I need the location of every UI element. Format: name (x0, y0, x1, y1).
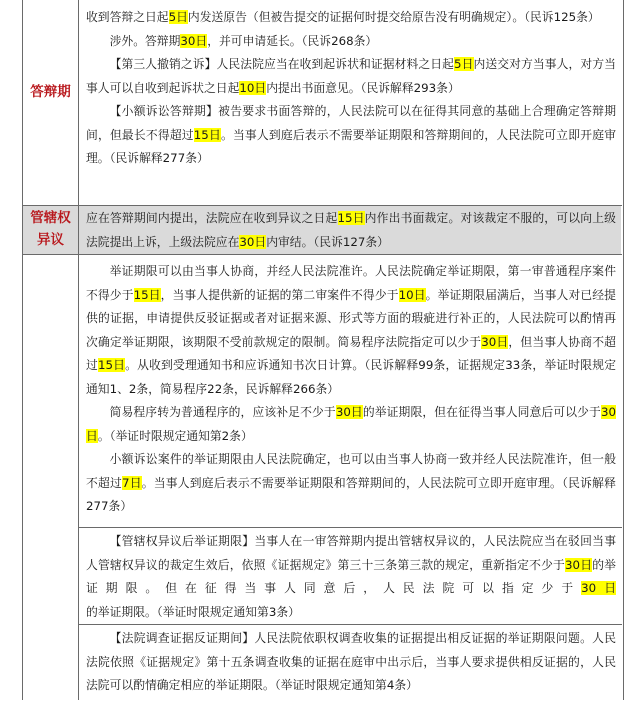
paragraph-text: 。（举证时限规定通知第2条） (97, 428, 253, 443)
paragraph-text: 内送交对方当事人，对方当事人可以自收到起诉状之日起 (86, 57, 616, 95)
highlighted-period: 7日 (122, 475, 142, 490)
row-label-jurisdiction-objection-2: 异议 (37, 232, 64, 248)
paragraph (86, 53, 616, 100)
paragraph (86, 448, 616, 519)
paragraph-text: 【第三人撤销之诉】人民法院应当在收到起诉状和证据材料之日起 (109, 57, 455, 71)
paragraph-text: 内作出书面裁定。对该裁定不服的，可以向上级法院提出上诉，上级法院应在 (86, 211, 616, 249)
row-divider (22, 205, 622, 206)
paragraph-text: 【小额诉讼答辩期】被告要求书面答辩的，人民法院可以在征得其同意的基础上合理确定答辩期间，但最长不得超过 (86, 104, 616, 142)
highlighted-period: 10日 (239, 80, 267, 95)
highlighted-period: 30日 (481, 334, 509, 349)
paragraph-text: 收到答辩之日起 (86, 10, 169, 24)
evidence-period-cell (86, 260, 616, 519)
highlighted-period: 30日 (581, 581, 616, 595)
paragraph (86, 530, 616, 624)
paragraph (86, 100, 616, 171)
row-label-answer-period: 答辩期 (30, 84, 71, 100)
highlighted-period: 5日 (454, 57, 474, 71)
paragraph (86, 207, 616, 254)
highlighted-period: 30日 (239, 234, 267, 249)
paragraph-text: 。从收到受理通知书和应诉通知书次日计算。（民诉解释99条，证据规定33条，举证时限规定通知1、2条，简易程序22条，民诉解释266条） (86, 358, 616, 396)
paragraph-text: 。当事人到庭后表示不需要举证期限和答辩期间的，人民法院可立即开庭审理。（民诉解释277条） (86, 475, 616, 513)
paragraph-text: ，但当事人协商不超过 (86, 334, 616, 372)
highlighted-period: 30日 (86, 405, 616, 443)
paragraph (86, 6, 616, 30)
answer-period-cell (86, 6, 616, 171)
highlighted-period: 15日 (97, 358, 126, 372)
jurisdiction-evidence-period-cell (86, 530, 616, 624)
highlighted-period: 15日 (337, 211, 365, 225)
paragraph-text: 的举证期限。但在征得当事人同意后，人民法院可以指定少于 (86, 557, 616, 595)
paragraph-text: 举证期限可以由当事人协商，并经人民法院准许。人民法院确定举证期限，第一审普通程序案件不得少于 (86, 264, 616, 302)
paragraph-text: 的举证期限，但在征得当事人同意后可以少于 (362, 405, 601, 419)
paragraph-text: 应在答辩期间内提出，法院应在收到异议之日起 (86, 211, 338, 225)
paragraph-text: 简易程序转为普通程序的，应该补足不少于 (109, 405, 336, 419)
jurisdiction-objection-cell (86, 207, 616, 254)
paragraph (86, 627, 616, 698)
paragraph (86, 260, 616, 401)
paragraph (86, 401, 616, 448)
paragraph-text: ，当事人提供新的证据的第二审案件不得少于 (160, 287, 399, 302)
highlighted-period: 15日 (193, 127, 221, 142)
highlighted-period: 30日 (335, 405, 363, 419)
highlighted-period: 15日 (133, 287, 161, 302)
paragraph-text: 小额诉讼案件的举证期限由人民法院确定，也可以由当事人协商一致并经人民法院准许，但一般不超过 (86, 452, 616, 490)
paragraph-text: 。当事人到庭后表示不需要举证期限和答辩期间的，人民法院可立即开庭审理。（民诉解释277条） (86, 127, 616, 165)
paragraph (86, 30, 616, 54)
paragraph-text: ，并可申请延长。（民诉268条） (207, 33, 378, 48)
court-investigation-period-cell (86, 627, 616, 698)
paragraph-text: 内审结。（民诉127条） (266, 234, 389, 249)
paragraph-text: 的举证期限。（举证时限规定通知第3条） (86, 604, 300, 619)
highlighted-period: 5日 (168, 10, 188, 24)
paragraph-text: 【管辖权异议后举证期限】当事人在一审答辩期内提出管辖权异议的，人民法院应当在驳回当事人管辖权异议的裁定生效后，依照《证据规定》第三十三条第三款的规定，重新指定不少于 (86, 534, 616, 572)
highlighted-period: 30日 (180, 33, 208, 48)
highlighted-period: 30日 (565, 557, 593, 572)
highlighted-period: 10日 (398, 287, 426, 302)
row-label-jurisdiction-objection-1: 管辖权 (30, 210, 71, 226)
paragraph-text: 涉外。答辩期 (109, 33, 181, 48)
paragraph-text: 内发送原告（但被告提交的证据何时提交给原告没有明确规定）。（民诉125条） (187, 10, 600, 24)
paragraph-text: 内提出书面意见。（民诉解释293条） (266, 80, 460, 95)
row-divider (22, 254, 622, 255)
paragraph-text: 【法院调查证据反证期间】人民法院依职权调查收集的证据提出相反证据的举证期限问题。人民法院依照《证据规定》第十五条调查收集的证据在庭审中出示后，当事人要求提供相反证据的，人民法院可以酌情确定相应的举证期限。（举证时限规定通知第4条） (86, 631, 616, 692)
paragraph-text: 。举证期限届满后，当事人对已经提供的证据，申请提供反驳证据或者对证据来源、形式等方面的瑕疵进行补正的，人民法院可以酌情再次确定举证期限，该期限不受前款规定的限制。简易程序法院指定可以少于 (86, 287, 616, 349)
